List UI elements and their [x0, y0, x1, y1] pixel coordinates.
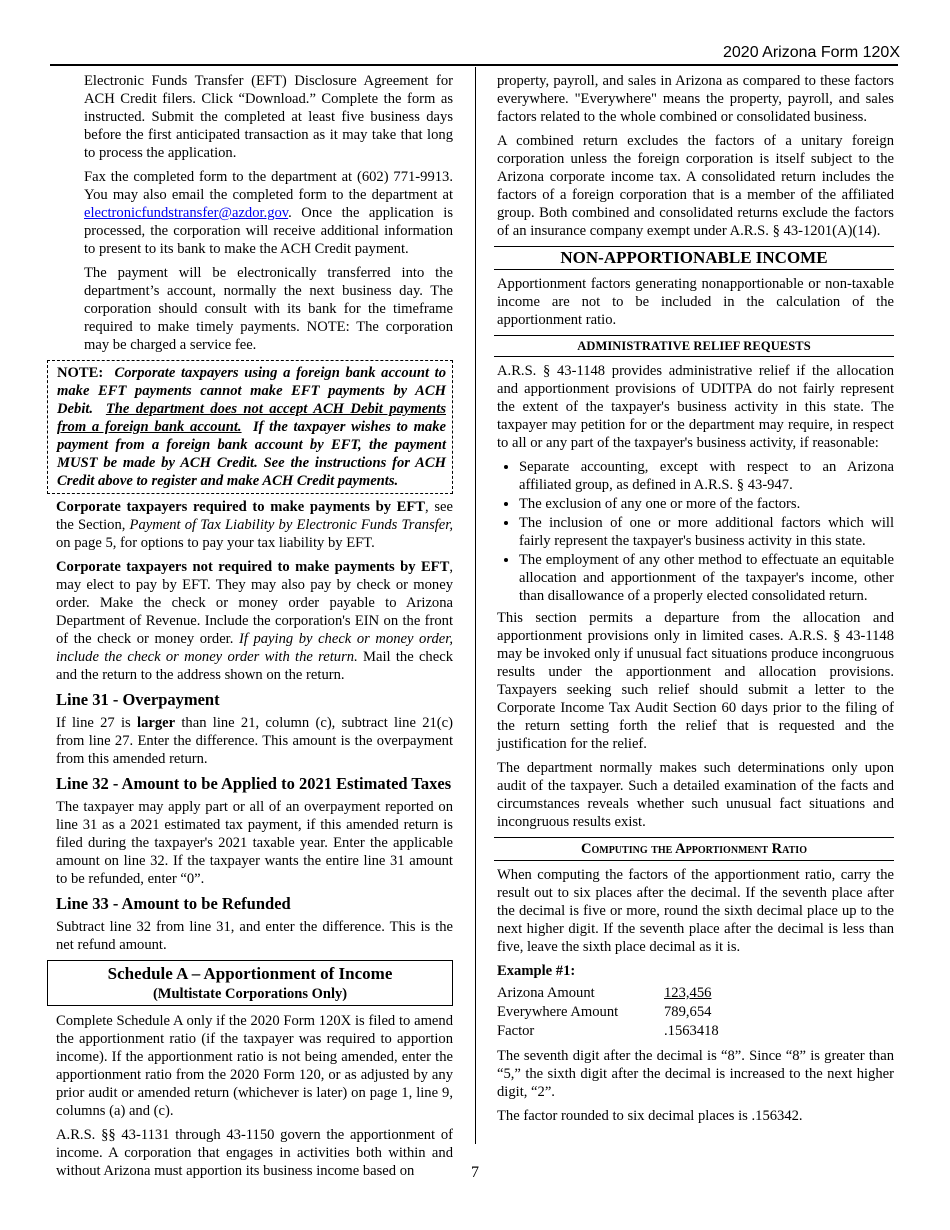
note-text-3: If the taxpayer wishes to make payment from a foreign bank account by EFT, the payment MUST be made by ACH Credit. See the instructions for ACH Credit above to register and make ACH Credit payments.	[57, 419, 446, 489]
example-table	[497, 984, 719, 1041]
right-column	[497, 72, 894, 1131]
example-paragraph-1: The seventh digit after the decimal is “8”. Since “8” is greater than “5,” the sixth digit after the decimal is increased to the next higher digit, “2”.	[497, 1048, 894, 1100]
list-item: • The employment of any other method to effectuate an equitable allocation and apportionment of the taxpayer's income, other than disallowance of a properly elected consolidated return.	[519, 551, 894, 605]
example-value: 123,456	[664, 985, 712, 1001]
computing-ratio-heading: Computing the Apportionment Ratio	[494, 837, 894, 861]
line31-bold: larger	[137, 715, 176, 731]
eft-not-required-paragraph	[56, 558, 453, 684]
admin-relief-heading: ADMINISTRATIVE RELIEF REQUESTS	[494, 335, 894, 357]
schedule-a-subtitle: (Multistate Corporations Only)	[152, 986, 348, 1002]
line33-text: Subtract line 32 from line 31, and enter the difference. This is the net refund amount.	[56, 919, 453, 953]
line31-heading: Line 31 - Overpayment	[56, 690, 220, 709]
foreign-bank-note	[47, 360, 453, 494]
combined-return-paragraph: A combined return excludes the factors of a unitary foreign corporation unless the foreign corporation is itself subject to the Arizona corporate income tax. A consolidated return includes the factors of a foreign corporation that is a member of the affiliated group. Both combined and consolidated returns exclude the factors of an insurance company exempt under A.R.S. § 43-1201(A)(14).	[497, 133, 894, 239]
note-text-2: The department does not accept ACH Debit payments from a foreign bank account.	[57, 401, 446, 435]
example-value: .1563418	[664, 1023, 719, 1039]
column-divider	[475, 67, 476, 1144]
line31-text	[56, 714, 453, 768]
eft-required-text: , see the Section,	[56, 499, 453, 533]
table-row	[497, 1003, 719, 1022]
schedule-a-paragraph-2: A.R.S. §§ 43-1131 through 43-1150 govern the apportionment of income. A corporation that engages in activities both within and without Arizona must apportion its business income based on	[56, 1127, 453, 1179]
computing-ratio-text: When computing the factors of the apportionment ratio, carry the result out to six places after the decimal. If the seventh place after the decimal is five or more, round the sixth decimal place up to the next higher digit. If the seventh place after the decimal is less than five, leave the sixth place decimal as it is.	[497, 867, 894, 955]
eft-not-required-text-2: Mail the check and the return to the address shown on the return.	[56, 649, 453, 683]
note-label: NOTE:	[57, 365, 104, 381]
list-item: • The exclusion of any one or more of the factors.	[519, 495, 894, 513]
note-text-1: Corporate taxpayers using a foreign bank account to make EFT payments cannot make EFT payments by ACH Debit.	[57, 365, 446, 417]
fax-text: Fax the completed form to the department at (602) 771-9913. You may also email the completed form to the department at	[84, 169, 453, 203]
header-rule	[50, 64, 898, 66]
example-title: Example #1:	[497, 963, 576, 979]
admin-relief-paragraph-2: This section permits a departure from the allocation and apportionment provisions only in limited cases. A.R.S. § 43-1148 may be invoked only if unusual fact situations produce incongruous results under the apportionment and allocation provisions. Taxpayers seeking such relief should submit a letter to the Corporate Income Tax Audit Section 60 days prior to the filing of the return setting forth the relief that is requested and the justification for the relief.	[497, 610, 894, 752]
table-row	[497, 1022, 719, 1041]
eft-section-ref: Payment of Tax Liability by Electronic Funds Transfer,	[129, 517, 453, 533]
table-row	[497, 984, 719, 1003]
fax-text-after: . Once the application is processed, the corporation will receive additional information to present to its bank to make the ACH Credit payment.	[84, 205, 453, 257]
left-column	[56, 72, 453, 1186]
eft-required-paragraph	[56, 498, 453, 552]
fax-email-paragraph	[84, 168, 453, 258]
eft-disclosure-paragraph: Electronic Funds Transfer (EFT) Disclosure Agreement for ACH Credit filers. Click “Download.” Complete the form as instructed. Submit the completed at least five business days before the first anticipated transaction as it may take that long to process the application.	[84, 73, 453, 161]
eft-not-required-text: , may elect to pay by EFT. They may also pay by check or money order. Make the check or money order payable to Arizona Department of Revenue. Include the corporation's EIN on the front of the check or money order.	[56, 559, 453, 647]
nonapportionable-heading: NON-APPORTIONABLE INCOME	[494, 246, 894, 270]
example-label: Arizona Amount	[497, 985, 595, 1001]
line31-text-b: than line 21, column (c), subtract line 21(c) from line 27. Enter the difference. This amount is the overpayment from this amended return.	[56, 715, 453, 767]
admin-relief-paragraph-3: The department normally makes such determinations only upon audit of the taxpayer. Such a detailed examination of the facts and circumstances reveals whether such unusual fact situations and incongruous results exist.	[497, 760, 894, 830]
schedule-a-title: Schedule A – Apportionment of Income	[107, 964, 393, 983]
form-header-title: 2020 Arizona Form 120X	[723, 44, 900, 61]
line33-heading: Line 33 - Amount to be Refunded	[56, 894, 291, 913]
nonapportionable-text: Apportionment factors generating nonapportionable or non-taxable income are not to be included in the calculation of the apportionment ratio.	[497, 276, 894, 328]
admin-relief-text: A.R.S. § 43-1148 provides administrative relief if the allocation and apportionment provisions of UDITPA do not fairly represent the extent of the taxpayer's business activity in this state. The taxpayer may petition for or the department may require, in respect to all or any part of the taxpayer's business activity, if reasonable:	[497, 363, 894, 451]
eft-not-required-italic: If paying by check or money order, include the check or money order with the return.	[56, 631, 453, 665]
schedule-a-paragraph-1: Complete Schedule A only if the 2020 Form 120X is filed to amend the apportionment ratio (if the taxpayer was required to apportion income). If the apportionment ratio is not being amended, enter the apportionment ratio from the 2020 Form 120, or as adjusted by any prior audit or amended return (whichever is later) on page 1, line 9, columns (a) and (c).	[56, 1013, 453, 1119]
admin-relief-list	[497, 458, 894, 605]
factors-paragraph: property, payroll, and sales in Arizona as compared to these factors everywhere. "Everywhere" means the property, payroll, and sales factors related to the whole combined or consolidated business.	[497, 73, 894, 125]
eft-required-text-2: on page 5, for options to pay your tax liability by EFT.	[56, 535, 375, 551]
list-item: • The inclusion of one or more additional factors which will fairly represent the taxpayer's business activity in this state.	[519, 514, 894, 550]
example-value: 789,654	[664, 1004, 712, 1020]
payment-transfer-paragraph: The payment will be electronically transferred into the department’s account, normally the next business day. The corporation should consult with its bank for the timeframe required to make timely payments. NOTE: The corporation may be charged a service fee.	[84, 265, 453, 353]
line32-heading: Line 32 - Amount to be Applied to 2021 Estimated Taxes	[56, 774, 452, 793]
eft-email-link[interactable]: electronicfundstransfer@azdor.gov	[84, 205, 289, 221]
page-number: 7	[471, 1164, 479, 1181]
line31-text-a: If line 27 is	[56, 715, 138, 731]
eft-required-bold: Corporate taxpayers required to make payments by EFT	[56, 499, 426, 515]
line32-text: The taxpayer may apply part or all of an overpayment reported on line 31 as a 2021 estimated tax payment, if this amended return is filed during the taxpayer's 2021 taxable year. Enter the applicable amount on line 32. If the taxpayer wants the entire line 31 amount to be refunded, enter “0”.	[56, 799, 453, 887]
example-label: Factor	[497, 1023, 535, 1039]
schedule-a-heading-box	[47, 960, 453, 1006]
example-label: Everywhere Amount	[497, 1004, 619, 1020]
example-paragraph-2: The factor rounded to six decimal places is .156342.	[497, 1108, 803, 1124]
eft-not-required-bold: Corporate taxpayers not required to make payments by EFT	[56, 559, 450, 575]
list-item: • Separate accounting, except with respect to an Arizona affiliated group, as defined in A.R.S. § 43-947.	[519, 458, 894, 494]
